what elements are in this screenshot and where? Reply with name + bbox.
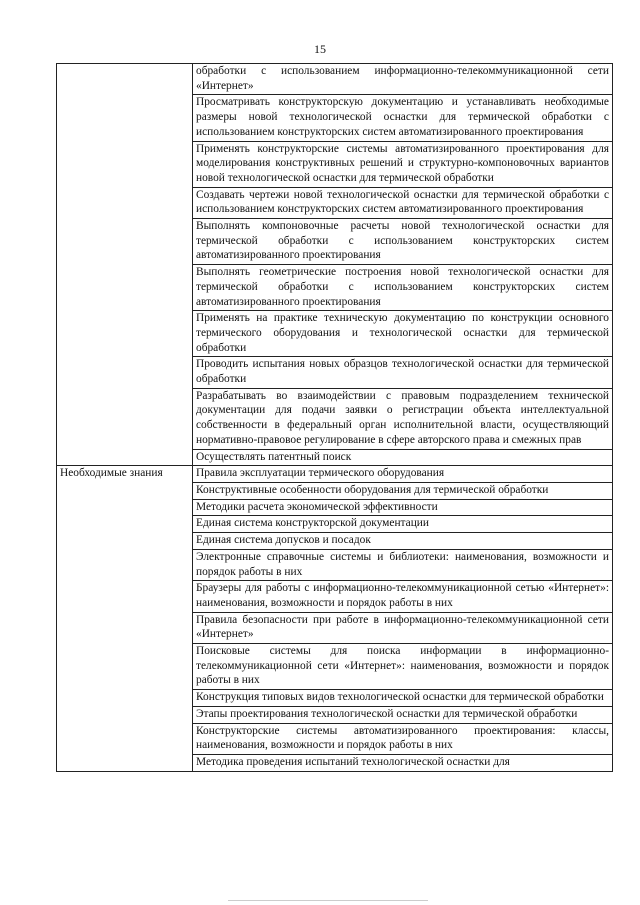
- knowledge-item: Поисковые системы для поиска информации в информационно-телекоммуникационной сети «Интернет»: наименования, возможности и порядок работы в них: [193, 644, 613, 690]
- bottom-divider: [228, 900, 428, 901]
- requirements-table: [56, 63, 613, 772]
- ability-item: Разрабатывать во взаимодействии с правовым подразделением технической документации для подачи заявки о регистрации объекта интеллектуальной собственности в федеральный орган исполнительной власти, осуществляющий нормативно-правовое регулирование в сфере авторского права и смежных прав: [193, 388, 613, 449]
- knowledge-item: Единая система конструкторской документации: [193, 516, 613, 533]
- ability-item: Применять конструкторские системы автоматизированного проектирования для моделирования конструктивных решений и структурно-компоновочных вариантов новой технологической оснастки для термической обработки: [193, 141, 613, 187]
- page-number: 15: [314, 42, 326, 56]
- ability-item: Осуществлять патентный поиск: [193, 449, 613, 466]
- knowledge-item: Электронные справочные системы и библиотеки: наименования, возможности и порядок работы в них: [193, 549, 613, 580]
- knowledge-item: Методика проведения испытаний технологической оснастки для: [193, 754, 613, 771]
- knowledge-item: Конструкция типовых видов технологической оснастки для термической обработки: [193, 690, 613, 707]
- ability-item: Выполнять компоновочные расчеты новой технологической оснастки для термической обработки с использованием конструкторских систем автоматизированного проектирования: [193, 219, 613, 265]
- requirements-table-body: [57, 64, 613, 772]
- knowledge-item: Конструктивные особенности оборудования для термической обработки: [193, 482, 613, 499]
- ability-item: Проводить испытания новых образцов технологической оснастки для термической обработки: [193, 357, 613, 388]
- ability-item: Применять на практике техническую документацию по конструкции основного термического оборудования и технологической оснастки для термической обработки: [193, 311, 613, 357]
- knowledge-item: Методики расчета экономической эффективности: [193, 499, 613, 516]
- table-row: [57, 466, 613, 483]
- ability-item: Просматривать конструкторскую документацию и устанавливать необходимые размеры новой технологической оснастки для термической обработки с использованием конструкторских систем автоматизированного проектирования: [193, 95, 613, 141]
- table-row: [57, 64, 613, 95]
- ability-item: Выполнять геометрические построения новой технологической оснастки для термической обработки с использованием конструкторских систем автоматизированного проектирования: [193, 265, 613, 311]
- knowledge-item: Единая система допусков и посадок: [193, 533, 613, 550]
- knowledge-item: Браузеры для работы с информационно-телекоммуникационной сетью «Интернет»: наименования, возможности и порядок работы в них: [193, 581, 613, 612]
- knowledge-item: Конструкторские системы автоматизированного проектирования: классы, наименования, возможности и порядок работы в них: [193, 723, 613, 754]
- knowledge-item: Правила эксплуатации термического оборудования: [193, 466, 613, 483]
- ability-item: обработки с использованием информационно-телекоммуникационной сети «Интернет»: [193, 64, 613, 95]
- section-label-knowledge: Необходимые знания: [57, 466, 193, 771]
- knowledge-item: Правила безопасности при работе в информационно-телекоммуникационной сети «Интернет»: [193, 612, 613, 643]
- ability-item: Создавать чертежи новой технологической оснастки для термической обработки с использованием конструкторских систем автоматизированного проектирования: [193, 187, 613, 218]
- section-label-empty: [57, 64, 193, 466]
- knowledge-item: Этапы проектирования технологической оснастки для термической обработки: [193, 706, 613, 723]
